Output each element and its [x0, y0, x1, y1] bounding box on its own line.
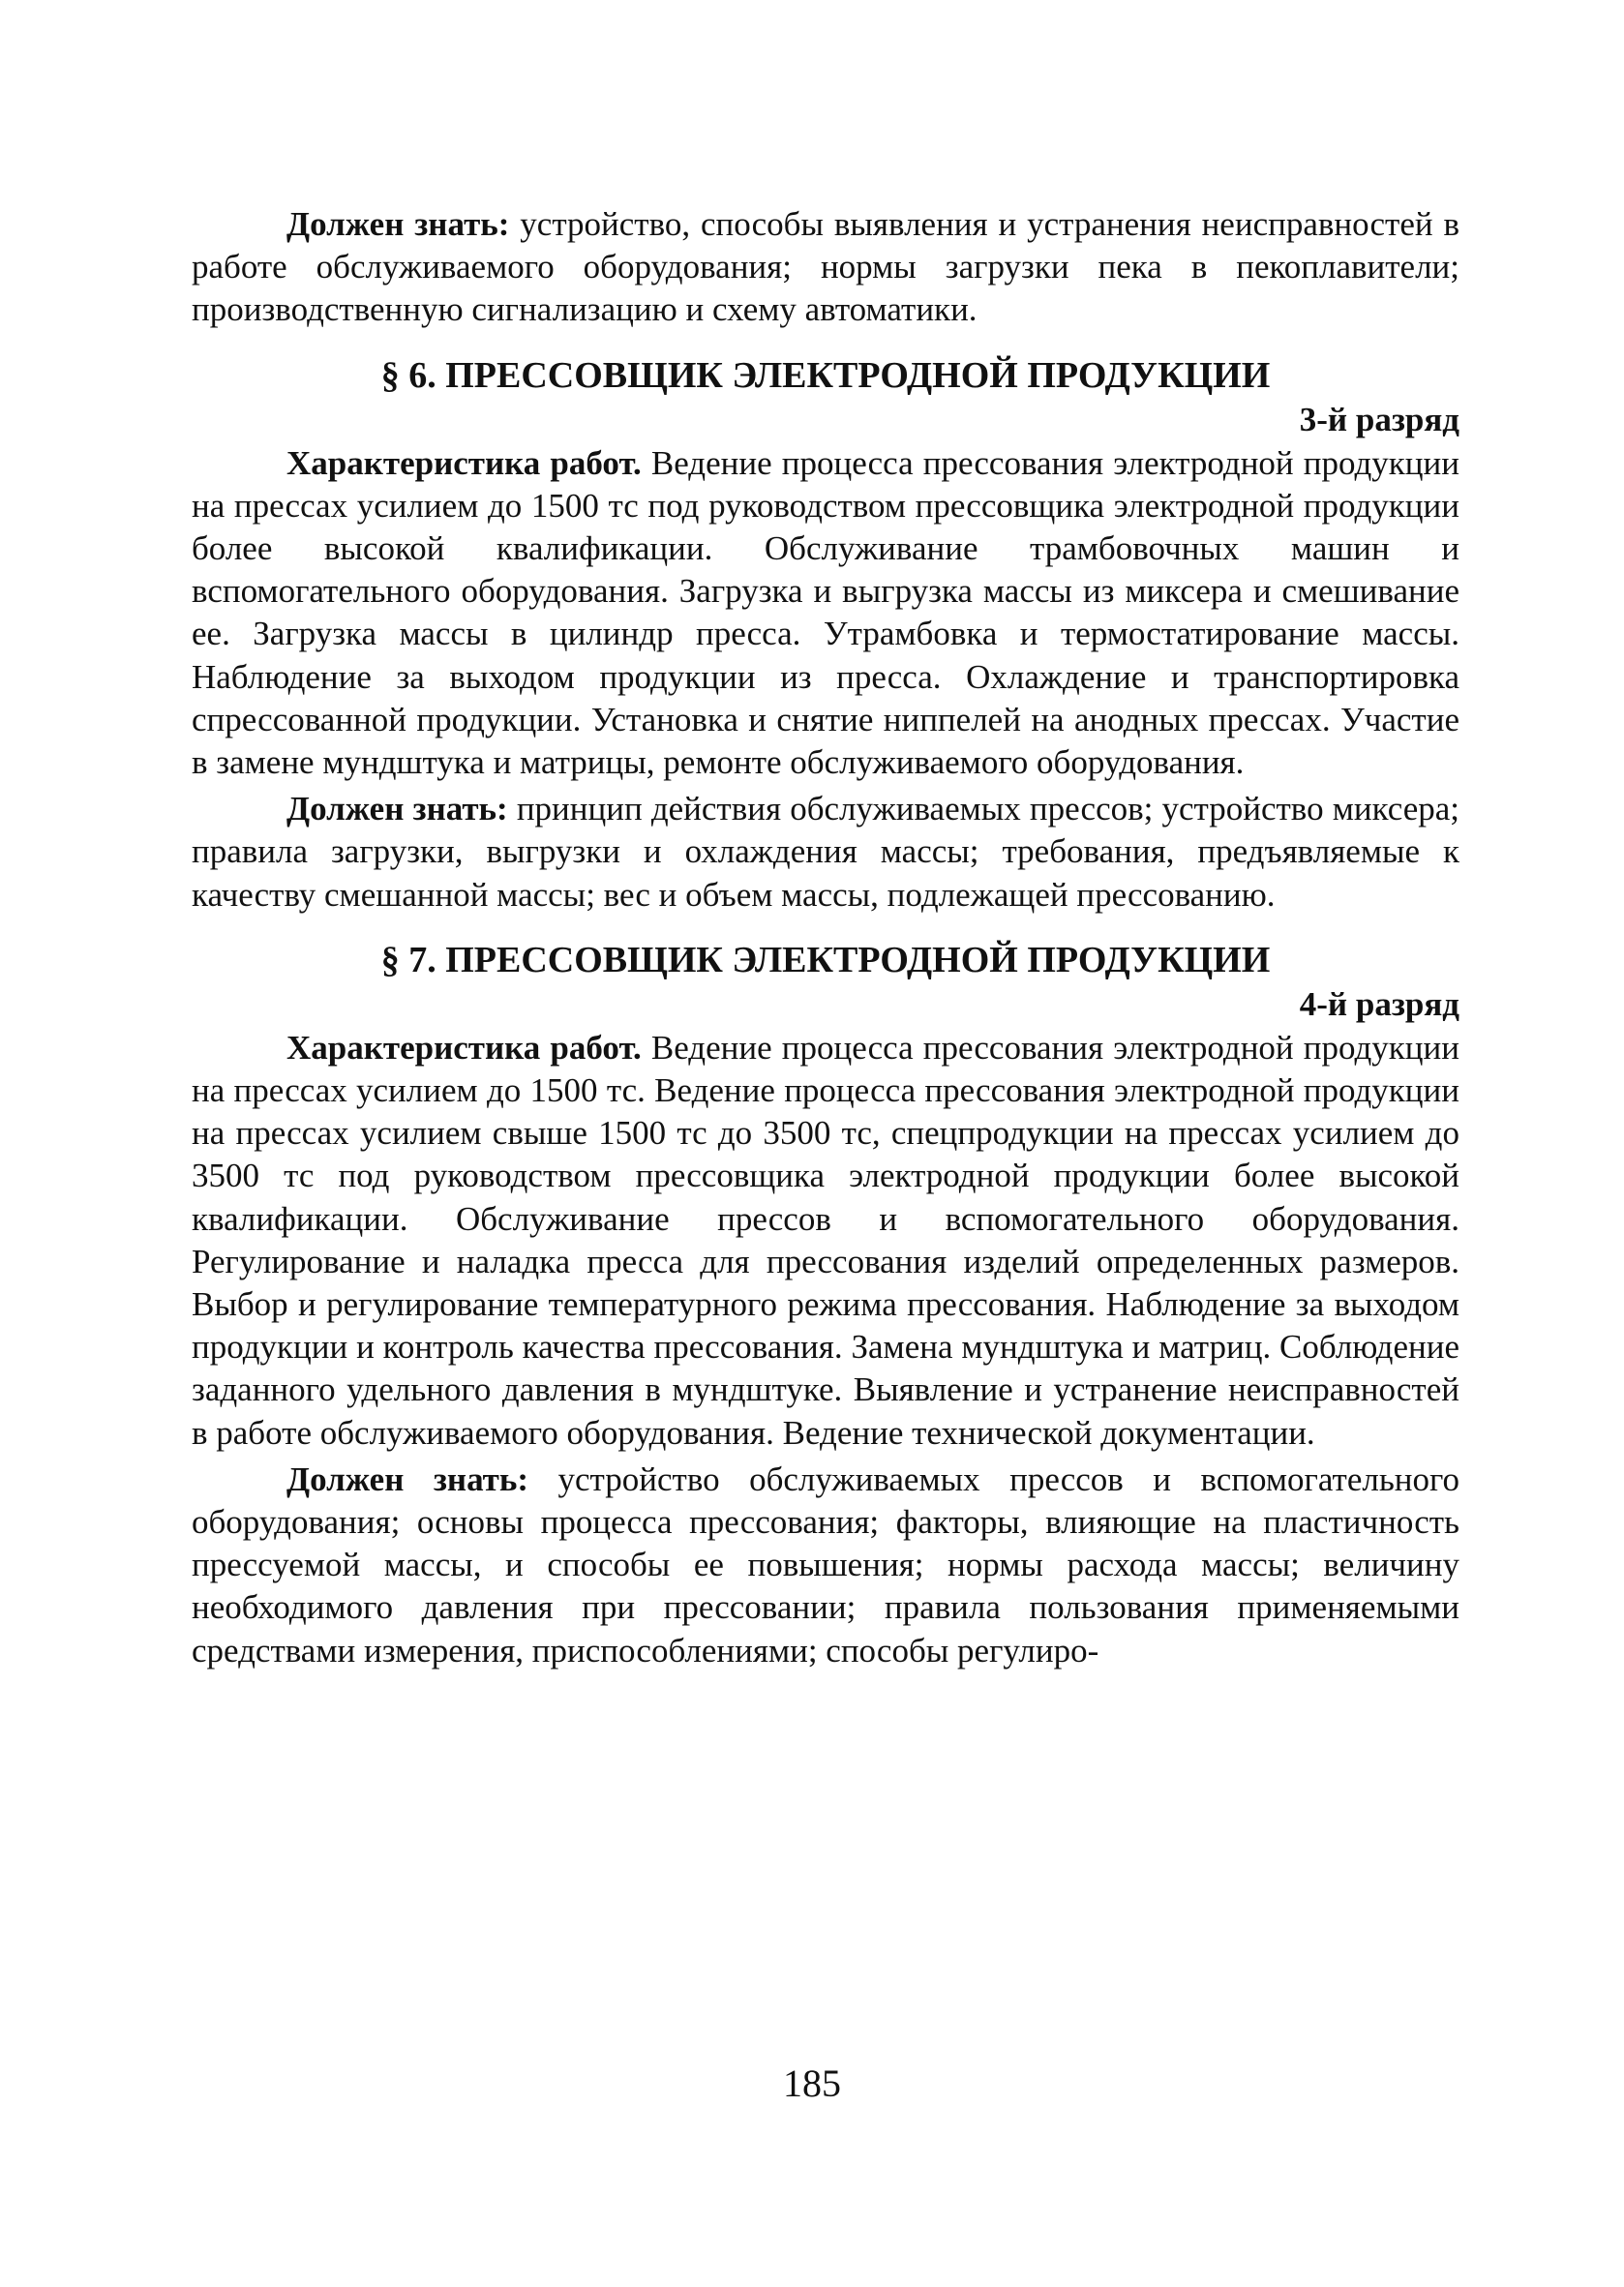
section-7-title: § 7. ПРЕССОВЩИК ЭЛЕКТРОДНОЙ ПРОДУКЦИИ — [380, 939, 1271, 980]
paragraph-lead: Должен знать: — [286, 205, 510, 243]
work-text: Ведение процесса прессования электродной продукции на прессах усилием до 1500 тс под руководством прессовщика электродной продукции более высокой квалификации. Обслуживание трамбовочных машин и вспомогательного оборудования. Загрузка и выгрузка массы из миксера и смешивание ее. Загрузка массы в цилиндр пресса. Утрамбовка и термостатирование массы. Наблюдение за выходом продукции из пресса. Охлаждение и транспортировка спрессованной продукции. Установка и снятие ниппелей на анодных прессах. Участие в замене мундштука и матрицы, ремонте обслуживаемого оборудования. — [192, 443, 1459, 782]
page-number: 185 — [783, 2061, 841, 2105]
knowledge-text: устройство обслуживаемых прессов и вспомогательного оборудования; основы процесса прессования; факторы, влияющие на пластичность прессуемой массы, и способы ее повышения; нормы расхода массы; величину необходимого давления при прессовании; правила пользования применяемыми средствами измерения, приспособлениями; способы регулиро- — [192, 1459, 1459, 1670]
knowledge-lead: Должен знать: — [286, 1459, 529, 1498]
section-7-knowledge-paragraph — [192, 1459, 1459, 1672]
work-lead: Характеристика работ. — [286, 1028, 642, 1067]
page-content — [192, 203, 1459, 1672]
knowledge-text: принцип действия обслуживаемых прессов; устройство миксера; правила загрузки, выгрузки и охлаждения массы; требования, предъявляемые к качеству смешанной массы; вес и объем массы, подлежащей прессованию. — [192, 790, 1459, 914]
section-6-knowledge-paragraph — [192, 788, 1459, 917]
section-7-grade: 4-й разряд — [1299, 984, 1459, 1023]
paragraph-knowledge-top — [192, 203, 1459, 332]
paragraph-text: устройство, способы выявления и устранения неисправностей в работе обслуживаемого оборудования; нормы загрузки пека в пекоплавители; производственную сигнализацию и схему автоматики. — [192, 205, 1459, 329]
knowledge-lead: Должен знать: — [286, 790, 508, 828]
section-6-work-paragraph — [192, 442, 1459, 785]
work-lead: Характеристика работ. — [286, 443, 642, 482]
section-6-grade: 3-й разряд — [1299, 400, 1459, 438]
work-text: Ведение процесса прессования электродной продукции на прессах усилием до 1500 тс. Ведение процесса прессования электродной продукции на прессах усилием свыше 1500 тс до 3500 тс, спецпродукции на прессах усилием до 3500 тс под руководством прессовщика электродной продукции более высокой квалификации. Обслуживание прессов и вспомогательного оборудования. Регулирование и наладка пресса для прессования изделий определенных размеров. Выбор и регулирование температурного режима прессования. Наблюдение за выходом продукции и контроль качества прессования. Замена мундштука и матриц. Соблюдение заданного удельного давления в мундштуке. Выявление и устранение неисправностей в работе обслуживаемого оборудования. Ведение технической документации. — [192, 1028, 1459, 1452]
section-6-title: § 6. ПРЕССОВЩИК ЭЛЕКТРОДНОЙ ПРОДУКЦИИ — [380, 354, 1271, 396]
section-7-work-paragraph — [192, 1027, 1459, 1455]
